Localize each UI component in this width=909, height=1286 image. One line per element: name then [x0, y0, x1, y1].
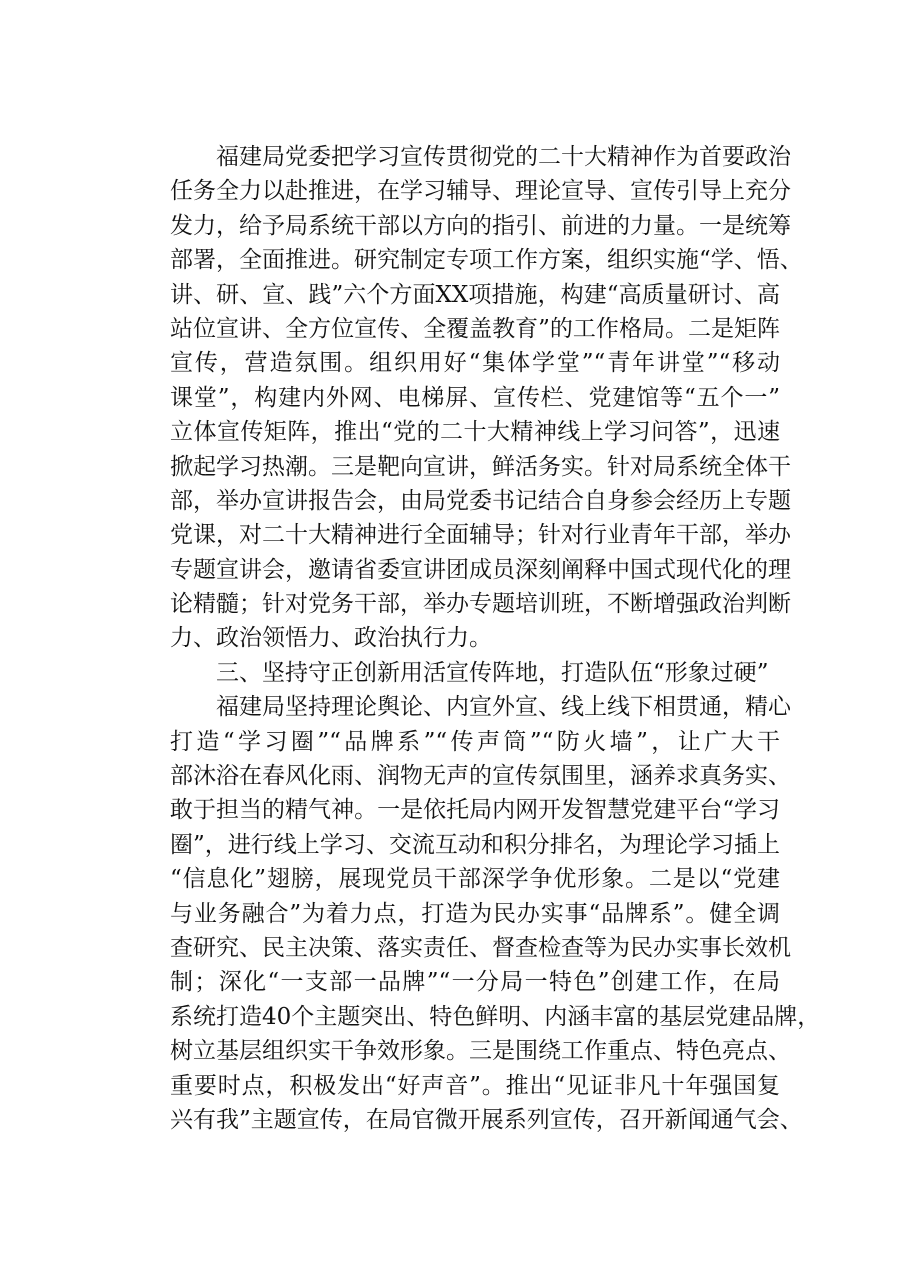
- text-line: 党课，对二十大精神进行全面辅导；针对行业青年干部，举办: [170, 522, 791, 549]
- text-line: 讲、研、宣、践”六个方面XX项措施，构建“高质量研讨、高: [170, 281, 780, 308]
- heading-line: 三、坚持守正创新用活宣传阵地，打造队伍“形象过硬”: [216, 659, 769, 686]
- text-line: 论精髓；针对党务干部，举办专题培训班，不断增强政治判断: [170, 591, 791, 618]
- text-line: 课堂”，构建内外网、电梯屏、宣传栏、党建馆等“五个一”: [170, 384, 780, 411]
- text-line: 查研究、民主决策、落实责任、督查检查等为民办实事长效机: [170, 934, 791, 961]
- paragraph-publicity-matrix: [170, 140, 803, 656]
- text-line: 专题宣讲会，邀请省委宣讲团成员深刻阐释中国式现代化的理: [170, 556, 791, 583]
- text-line: “信息化”翅膀，展现党员干部深学争优形象。二是以“党建: [170, 866, 780, 893]
- text-line: 系统打造40个主题突出、特色鲜明、内涵丰富的基层党建品牌，: [170, 1003, 821, 1030]
- text-line: 力、政治领悟力、政治执行力。: [170, 625, 492, 652]
- text-line: 发力，给予局系统干部以方向的指引、前进的力量。一是统筹: [170, 212, 791, 239]
- text-line: 宣传，营造氛围。组织用好“集体学堂”“青年讲堂”“移动: [170, 350, 780, 377]
- text-line: 站位宣讲、全方位宣传、全覆盖教育”的工作格局。二是矩阵: [170, 315, 780, 342]
- section-heading: [170, 656, 780, 690]
- text-line: 福建局坚持理论舆论、内宣外宣、线上线下相贯通，精心: [216, 694, 791, 721]
- text-line: 部署，全面推进。研究制定专项工作方案，组织实施“学、悟、: [170, 247, 803, 274]
- text-line: 树立基层组织实干争效形象。三是围绕工作重点、特色亮点、: [170, 1038, 791, 1065]
- text-line: 制；深化“一支部一品牌”“一分局一特色”创建工作，在局: [170, 969, 780, 996]
- text-line: 部，举办宣讲报告会，由局党委书记结合自身参会经历上专题: [170, 487, 791, 514]
- text-line: 圈”，进行线上学习、交流互动和积分排名，为理论学习插上: [170, 831, 780, 858]
- text-line: 敢于担当的精气神。一是依托局内网开发智慧党建平台“学习: [170, 797, 780, 824]
- text-line: 任务全力以赴推进，在学习辅导、理论宣导、宣传引导上充分: [170, 178, 791, 205]
- text-line: 与业务融合”为着力点，打造为民办实事“品牌系”。健全调: [170, 900, 780, 927]
- paragraph-publicity-positions: [170, 690, 821, 1137]
- text-line: 重要时点，积极发出“好声音”。推出“见证非凡十年强国复: [170, 1072, 780, 1099]
- document-body: [170, 140, 821, 1137]
- text-line: 兴有我”主题宣传，在局官微开展系列宣传，召开新闻通气会、: [170, 1106, 803, 1133]
- text-line: 福建局党委把学习宣传贯彻党的二十大精神作为首要政治: [216, 144, 791, 170]
- text-line: 掀起学习热潮。三是靶向宣讲，鲜活务实。针对局系统全体干: [170, 453, 791, 480]
- text-line: 立体宣传矩阵，推出“党的二十大精神线上学习问答”，迅速: [170, 419, 780, 446]
- text-line: 打造“学习圈”“品牌系”“传声筒”“防火墙”，让广大干: [170, 728, 780, 755]
- text-line: 部沐浴在春风化雨、润物无声的宣传氛围里，涵养求真务实、: [170, 763, 791, 790]
